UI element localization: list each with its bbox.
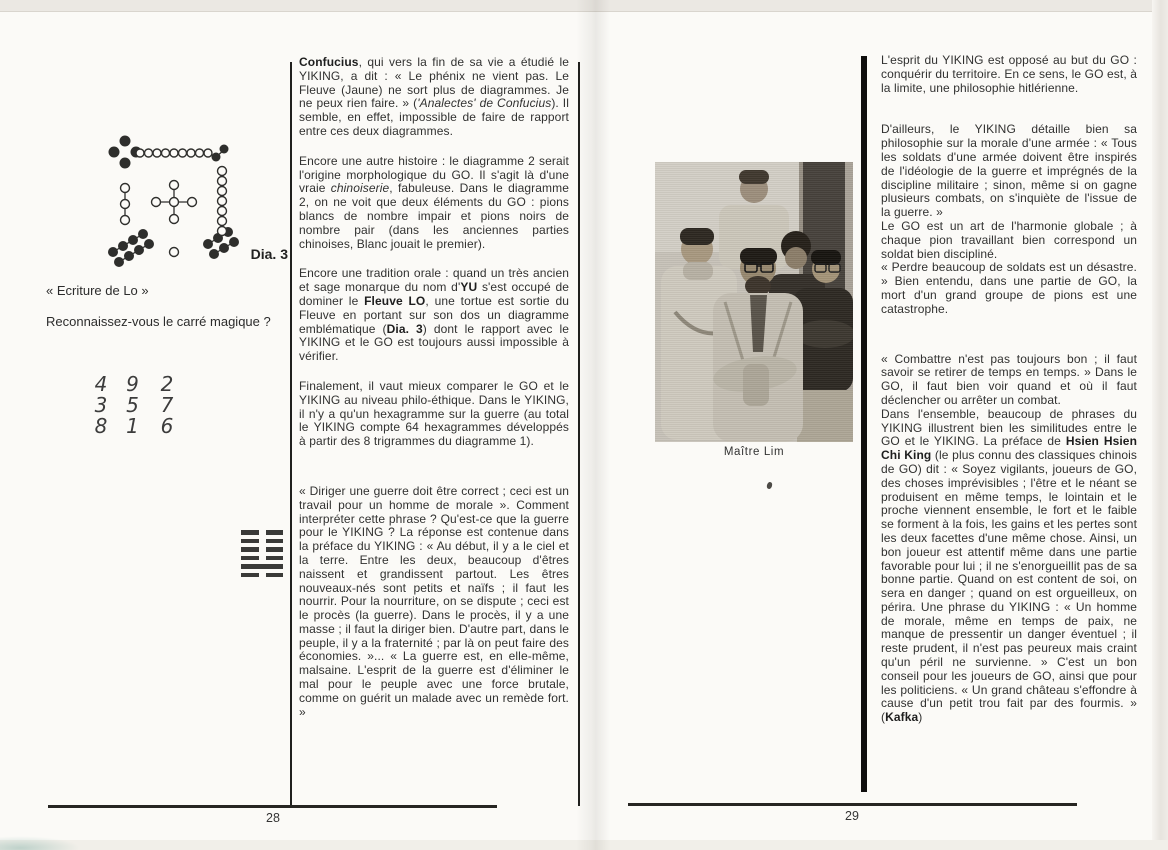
magic-cell: 3 <box>94 393 108 417</box>
paragraph: Encore une autre histoire : le diagramme 2 serait l'origine morphologique du GO. Il s'agit là d'une vraie chinoiserie, fabuleuse. Dans le diagramme 2, on ne voit que deux éléments du GO : pions blancs de nombre impair et pions noirs de nombre pair (dans les anciennes parties chinoises, Blanc jouait le premier). <box>299 153 569 251</box>
caption-magic-square-question: Reconnaissez-vous le carré magique ? <box>46 314 271 329</box>
page-number-left: 28 <box>266 811 280 825</box>
page-gutter-shadow <box>576 0 610 850</box>
column-rule-left <box>290 62 292 806</box>
paragraph: Finalement, il vaut mieux comparer le GO et le YIKING au niveau philo-éthique. Dans le YIKING, il n'y a qu'un hexagramme sur la guerre (au total le YIKING compte 64 hexagrammes développés à partir des 8 trigrammes du diagramme 1). <box>299 378 569 449</box>
paragraph: Encore une tradition orale : quand un très ancien et sage monarque du nom d'YU s'est occupé de dominer le Fleuve LO, une tortue est sortie du Fleuve en portant sur son dos un diagramme emblématique (Dia. 3) dont le rapport avec le YIKING et le GO est toujours aussi impossible à vérifier. <box>299 266 570 364</box>
scan-edge-right <box>1152 0 1168 850</box>
photo-caption: Maître Lim <box>723 446 785 458</box>
footer-rule-left <box>48 805 497 808</box>
paragraph: D'ailleurs, le YIKING détaille bien sa philosophie sur la morale d'une armée : « Tous les soldats d'une armée doivent être inspirés de l'idéologie de la guerre et imprégnés de la discipline militaire ; sinon, même si on gagne plusieurs combats, on s'inquiète de l'issue de la guerre. » <box>881 122 1137 220</box>
caption-ecriture-de-lo: « Ecriture de Lo » <box>46 283 149 298</box>
article-column-left-page <box>299 56 569 719</box>
paragraph: Dans l'ensemble, beaucoup de phrases du YIKING illustrent bien les similitudes entre le GO et le YIKING. La préface de Hsien Hsien Chi King (le plus connu des classiques chinois de GO) dit : « Soyez vigilants, joueurs de GO, des choses imprévisibles ; l'être et le néant se produisent en même temps, le lointain et le proche viennent ensemble, le fort et le faible se forment à la fois, les gains et les pertes sont les deux facettes d'une même chose. Ainsi, un bon joueur est attentif même dans une partie favorable pour lui ; il ne s'enorgueillit pas de sa bonne partie. Quand on est content de soi, on sera en danger ; quand on est orgueilleux, on périra. Une phrase du YIKING : « Un homme de morale, même en temps de paix, ne manque de pressentir un danger éventuel ; il reste prudent, il n'est pas peureux mais craint qu'un péril ne survienne. » C'est un bon conseil pour les joueurs de GO, ainsi que pour les politiciens. « Un grand château s'effondre à cause d'un petit trou fait par des fourmis. » (Kafka) <box>881 406 1138 725</box>
page-number-right: 29 <box>845 809 859 823</box>
scan-smudge <box>0 836 80 850</box>
magic-cell: 1 <box>126 414 139 438</box>
figure-label: Dia. 3 <box>250 246 288 262</box>
magic-cell: 9 <box>126 372 139 396</box>
paragraph: L'esprit du YIKING est opposé au but du GO : conquérir du territoire. En ce sens, le GO est, à la limite, une philosophie hitlérienne. <box>881 53 1137 95</box>
paragraph: « Diriger une guerre doit être correct ; ceci est un travail pour un homme de morale ». Comment interpréter cette phrase ? Qu'est-ce que la guerre pour le YIKING ? La réponse est contenue dans la préface du YIKING : « Au début, il y a le ciel et la terre. Entre les deux, beaucoup d'êtres naissent et grandissent partout. Les êtres nouveaux-nés sont petits et naïfs ; il faut les nourrir. Pour la nourriture, on se dispute ; ceci est le procès (la guerre). Dans le procès, il y a une masse ; il faut la diriger bien. D'autre part, dans le peuple, il y a la fraternité ; par là on peut faire des économies. »... « La guerre est, en elle-même, malsaine. L'esprit de la guerre est d'éliminer le mal pour le peuple avec une force brutale, comme on guérit un malade avec un remède fort. » <box>299 483 569 719</box>
magic-cell: 8 <box>94 414 108 438</box>
column-rule-right <box>578 62 580 806</box>
magic-cell: 6 <box>160 414 174 438</box>
paragraph: « Perdre beaucoup de soldats est un désastre. » Bien entendu, dans une partie de GO, la mort d'un grand groupe de pions est une catastrophe. <box>881 260 1137 316</box>
column-rule-heavy <box>861 56 867 792</box>
magic-cell: 2 <box>160 372 174 396</box>
paragraph: Le GO est un art de l'harmonie globale ; à chaque pion travaillant bien correspond un soldat bien discipliné. <box>881 218 1137 261</box>
magic-square <box>86 374 185 436</box>
paragraph: « Combattre n'est pas toujours bon ; il faut savoir se retirer de temps en temps. » Dans le GO, il faut bien voir quand et où il faut déclencher ou arrêter un combat. <box>881 351 1137 407</box>
magic-cell: 7 <box>160 393 174 417</box>
magic-cell: 5 <box>126 393 139 417</box>
photo-maitre-lim <box>655 162 853 442</box>
hexagram-figure <box>241 530 283 581</box>
magic-cell: 4 <box>94 372 108 396</box>
footer-rule-right <box>628 803 1077 806</box>
article-column-right-page <box>881 54 1137 725</box>
paragraph: Confucius, qui vers la fin de sa vie a étudié le YIKING, a dit : « Le phénix ne vient pas. Le Fleuve (Jaune) ne sort plus de diagrammes. Je ne peux rien faire. » ('Analectes' de Confucius). Il semble, en effet, impossible de faire de rapport entre ces deux diagrammes. <box>299 55 569 138</box>
ink-speck <box>766 481 773 489</box>
